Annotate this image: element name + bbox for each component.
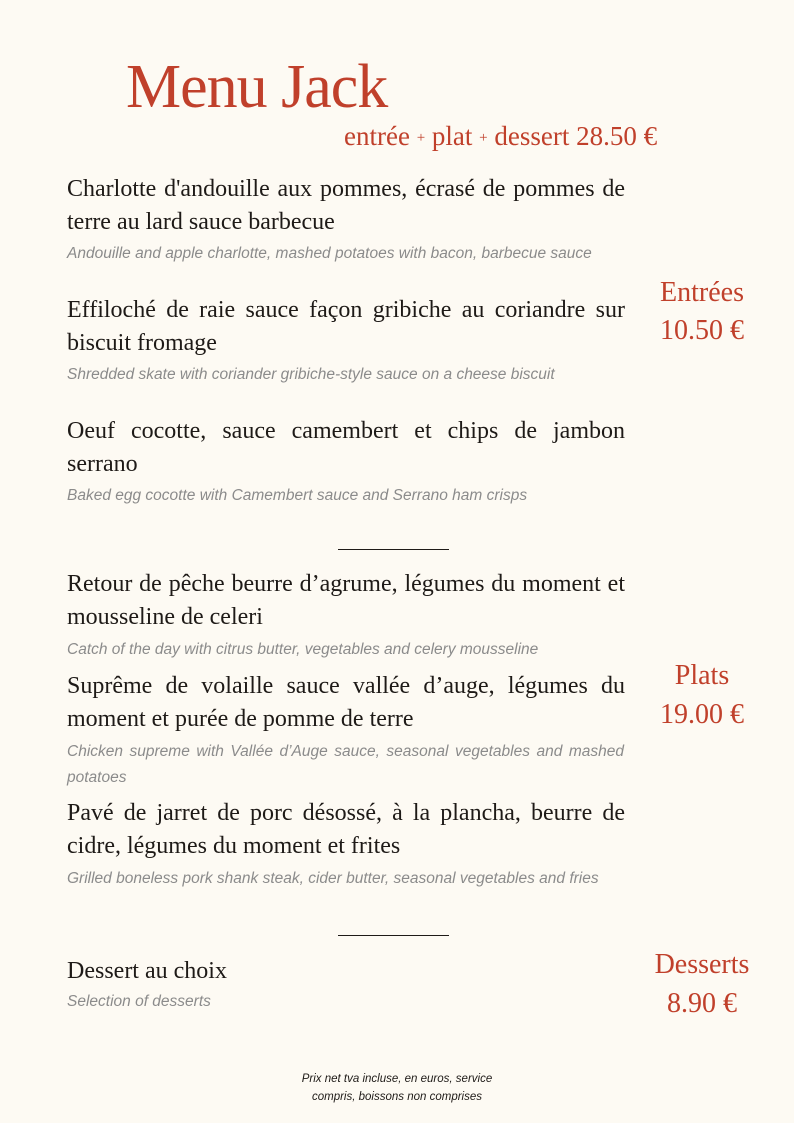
section-price-desserts: 8.90 € xyxy=(667,988,737,1019)
section-label-desserts: Desserts xyxy=(654,949,750,980)
formula-plat: plat xyxy=(431,121,473,151)
dish-translation: Baked egg cocotte with Camembert sauce and Serrano ham crisps xyxy=(67,487,528,504)
section-price-plats: 19.00 € xyxy=(660,699,744,730)
menu-title: Menu Jack xyxy=(126,53,388,121)
dish-title: Charlotte d'andouille aux pommes, écrasé de pommes de terre au lard sauce barbecue xyxy=(67,176,625,235)
dish-translation: Catch of the day with citrus butter, vegetables and celery mousseline xyxy=(67,641,539,658)
section-price-entrees: 10.50 € xyxy=(660,315,744,346)
dish-title: Effiloché de raie sauce façon gribiche au coriandre sur biscuit fromage xyxy=(67,297,625,356)
dish-title: Oeuf cocotte, sauce camembert et chips de jambon serrano xyxy=(67,418,625,477)
section-divider xyxy=(338,549,449,550)
dish-title: Suprême de volaille sauce vallée d’auge, légumes du moment et purée de pomme de terre xyxy=(67,673,625,732)
section-label-plats: Plats xyxy=(674,660,730,691)
dish-translation: Shredded skate with coriander gribiche-style sauce on a cheese biscuit xyxy=(67,366,555,383)
formula-dessert: dessert xyxy=(494,121,570,151)
price-notice xyxy=(272,1070,522,1106)
dish-translation: Chicken supreme with Vallée d’Auge sauce, seasonal vegetables and mashed potatoes xyxy=(67,743,624,786)
formula-plus: + xyxy=(479,130,488,146)
formula-price: 28.50 € xyxy=(576,121,658,151)
formula-line xyxy=(344,120,657,152)
dish-title: Dessert au choix xyxy=(67,958,227,984)
dish-translation: Andouille and apple charlotte, mashed potatoes with bacon, barbecue sauce xyxy=(67,245,592,262)
dish-translation: Grilled boneless pork shank steak, cider butter, seasonal vegetables and fries xyxy=(67,870,599,887)
formula-entree: entrée xyxy=(344,121,410,151)
dish-title: Retour de pêche beurre d’agrume, légumes du moment et mousseline de celeri xyxy=(67,571,625,630)
price-notice-line: compris, boissons non comprises xyxy=(311,1091,482,1103)
dish-translation: Selection of desserts xyxy=(67,993,211,1010)
section-label-entrees: Entrées xyxy=(660,277,744,308)
price-notice-line: Prix net tva incluse, en euros, service xyxy=(301,1073,493,1085)
formula-plus: + xyxy=(416,130,426,146)
dish-title: Pavé de jarret de porc désossé, à la plancha, beurre de cidre, légumes du moment et frites xyxy=(67,800,625,859)
section-divider xyxy=(338,935,449,936)
